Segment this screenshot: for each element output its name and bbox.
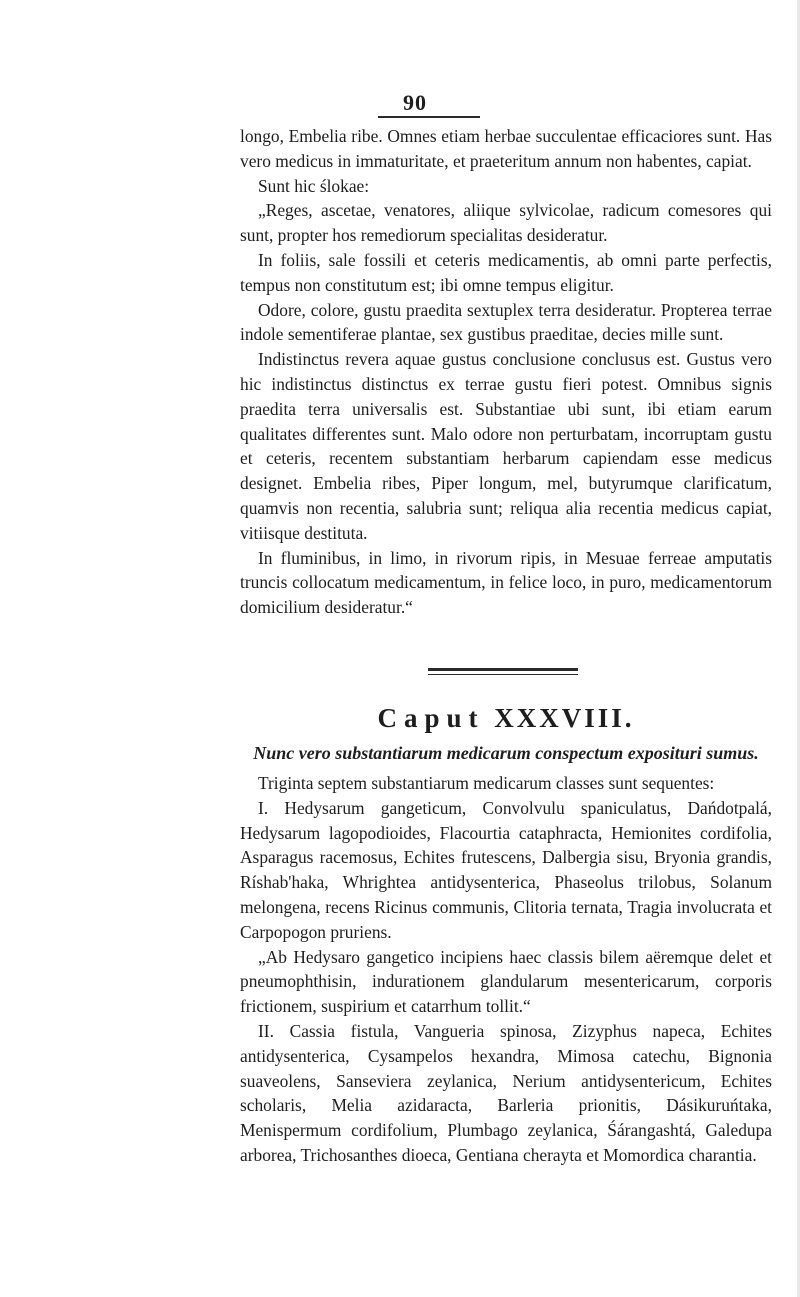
page-number-rule [378, 116, 480, 118]
chapter-subtitle: Nunc vero substantiarum medicarum conspectum exposituri sumus. [253, 743, 759, 763]
top-text-block [240, 124, 772, 620]
page-number: 90 [403, 90, 427, 115]
paragraph-indistinctus: Indistinctus revera aquae gustus conclusione conclusus est. Gustus vero hic indistinctus distinctus ex terrae gustu fieri potest. Omnibus signis praedita terra universalis est. Substantiae ubi sunt, ibi etiam earum qualitates differentes sunt. Malo odore non perturbatam, incorruptam gustu et ceteris, recentem substantiam herbarum capiendam esse medicus designet. Embelia ribes, Piper longum, mel, butyrumque clarificatum, quamvis non recentia, salubria sunt; reliqua alia recentia medicus capiat, vitiisque destituta. [240, 349, 772, 543]
chapter-heading [240, 703, 772, 734]
paragraph-odore: Odore, colore, gustu praedita sextuplex terra desideratur. Propterea terrae indole sementiferae plantae, sex gustibus praeditae, decies mille sunt. [240, 299, 772, 345]
paragraph-class-two: II. Cassia fistula, Vangueria spinosa, Zizyphus napeca, Echites antidysenterica, Cysampelos hexandra, Mimosa catechu, Bignonia suaveolens, Sanseviera zeylanica, Nerium antidysentericum, Echites scholaris, Melia azidaracta, Barleria prionitis, Dásikuruńtaka, Menispermum cordifolium, Plumbago zeylanica, Śárangashtá, Galedupa arborea, Trichosanthes dioeca, Gentiana cherayta et Momordica charantia. [240, 1020, 772, 1165]
paragraph-foliis: In foliis, sale fossili et ceteris medicamentis, ab omni parte perfectis, tempus non constitutum est; ibi omne tempus eligitur. [240, 249, 772, 295]
chapter-numeral: XXXVIII. [494, 703, 635, 733]
section-divider [428, 668, 578, 678]
bottom-text-block [240, 771, 772, 1168]
paragraph-class-one-effects: „Ab Hedysaro gangetico incipiens haec classis bilem aëremque delet et pneumophthisin, indurationem glandularum mesentericarum, corporis frictionem, suspirium et catarrhum tollit.“ [240, 946, 772, 1017]
chapter-word: Caput [377, 703, 485, 733]
paragraph-class-one: I. Hedysarum gangeticum, Convolvulu spaniculatus, Dańdotpalá, Hedysarum lagopodioides, Flacourtia cataphracta, Hemionites cordifolia, Asparagus racemosus, Echites frutescens, Dalbergia sisu, Bryonia grandis, Ríshab'haka, Whrightea antidysenterica, Phaseolus trilobus, Solanum melongena, recens Ricinus communis, Clitoria ternata, Tragia involucrata et Carpopogon pruriens. [240, 797, 772, 942]
paragraph-sloka-intro: Sunt hic ślokae: [258, 175, 370, 196]
paragraph-classes-intro: Triginta septem substantiarum medicarum classes sunt sequentes: [258, 773, 715, 793]
paragraph-reges: „Reges, ascetae, venatores, aliique sylvicolae, radicum comesores qui sunt, propter hos remediorum specialitas desideratur. [240, 200, 772, 246]
paragraph-fluminibus: In fluminibus, in limo, in rivorum ripis, in Mesuae ferreae amputatis truncis collocatum medicamentum, in felice loco, in puro, medicamentorum domicilium desideratur.“ [240, 547, 772, 618]
paragraph-continuation: longo, Embelia ribe. Omnes etiam herbae succulentae efficaciores sunt. Has vero medicus in immaturitate, et praeteritum annum non habentes, capiat. [240, 126, 772, 171]
